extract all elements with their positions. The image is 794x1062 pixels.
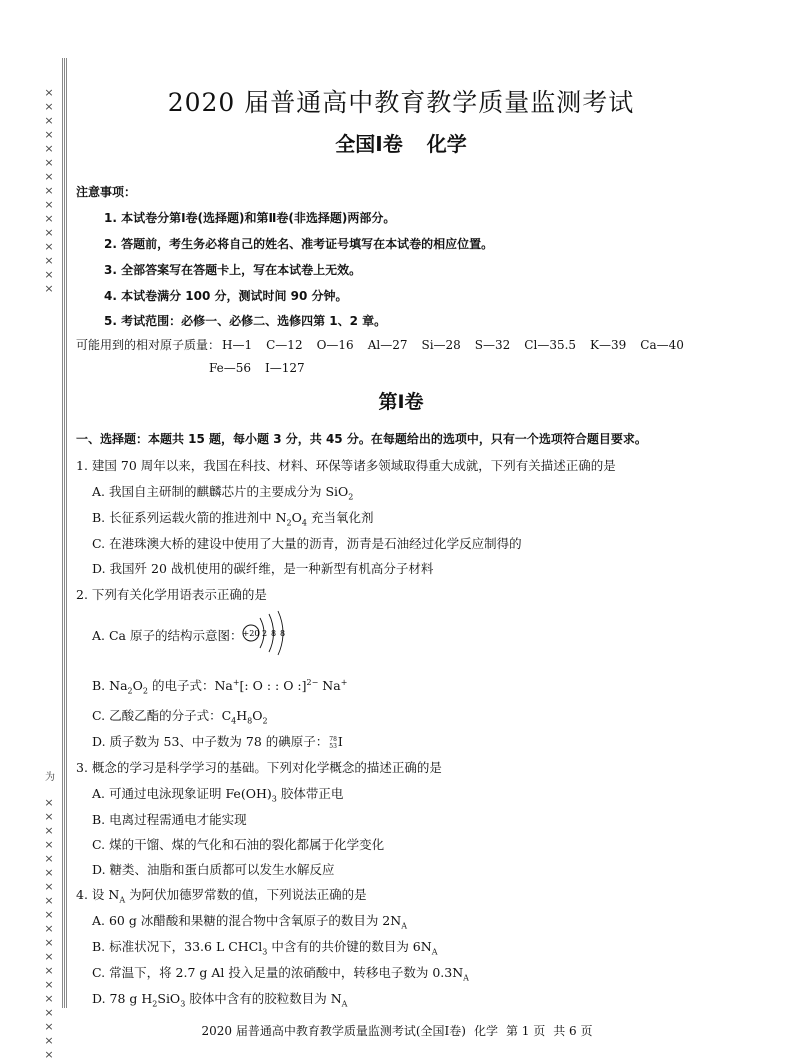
seal-mark: × — [44, 268, 54, 281]
notice-heading: 注意事项： — [76, 185, 137, 199]
seal-mark: × — [44, 142, 54, 155]
section-title: 第Ⅰ卷 — [378, 391, 424, 413]
footer-exam: 2020 届普通高中教育教学质量监测考试(全国Ⅰ卷) — [201, 1024, 466, 1038]
mass-item: Ca—40 — [640, 338, 684, 352]
notice-item: 5. 考试范围：必修一、必修二、选修四第 1、2 章。 — [104, 314, 387, 328]
seal-text: 为 — [45, 772, 55, 783]
seal-mark: × — [44, 114, 54, 127]
seal-mark: × — [44, 950, 54, 963]
seal-mark: × — [44, 184, 54, 197]
mass-item: O—16 — [316, 338, 354, 352]
seal-mark: × — [44, 100, 54, 113]
atomic-masses — [76, 336, 684, 353]
question-1-option-d: D. 我国歼 20 战机使用的碳纤维，是一种新型有机高分子材料 — [92, 561, 434, 576]
seal-mark: × — [44, 198, 54, 211]
seal-mark: × — [44, 978, 54, 991]
question-4-option-c: C. 常温下，将 2.7 g Al 投入足量的浓硝酸中，转移电子数为 $0.3N_A$ — [92, 965, 469, 983]
question-3-option-a: A. 可通过电泳现象证明 $Fe(OH)_3$ 胶体带正电 — [92, 786, 344, 804]
page-footer — [0, 1022, 794, 1039]
footer-total: 共 6 页 — [553, 1024, 593, 1038]
seal-marks-top — [42, 86, 56, 296]
notice-item: 1. 本试卷分第Ⅰ卷(选择题)和第Ⅱ卷(非选择题)两部分。 — [104, 211, 396, 225]
seal-mark: × — [44, 992, 54, 1005]
shell-electron-count: 2 — [262, 629, 268, 638]
seal-mark: × — [44, 240, 54, 253]
question-4-stem: 4. 设 $N_A$ 为阿伏加德罗常数的值，下列说法正确的是 — [76, 887, 367, 905]
seal-mark: × — [44, 824, 54, 837]
mass-item: H—1 — [222, 338, 253, 352]
exam-title: 2020 届普通高中教育教学质量监测考试 — [167, 88, 635, 117]
seal-mark: × — [44, 254, 54, 267]
question-2-option-d: D. 质子数为 53、中子数为 78 的碘原子： 78 53 I — [92, 734, 343, 750]
electron-formula: [: O : : O :] — [239, 678, 307, 693]
binding-margin — [36, 58, 70, 1061]
notice-item: 3. 全部答案写在答题卡上，写在本试卷上无效。 — [104, 263, 362, 277]
seal-mark: × — [44, 880, 54, 893]
seal-mark: × — [44, 1048, 54, 1061]
seal-mark: × — [44, 852, 54, 865]
question-2-stem: 2. 下列有关化学用语表示正确的是 — [76, 587, 267, 602]
seal-mark: × — [44, 170, 54, 183]
seal-mark: × — [44, 796, 54, 809]
footer-subject: 化学 — [473, 1024, 498, 1038]
mass-item: Si—28 — [421, 338, 461, 352]
seal-mark: × — [44, 86, 54, 99]
question-4-option-d: D. 78 g $H_2SiO_3$ 胶体中含有的胶粒数目为 $N_A$ — [92, 991, 348, 1009]
seal-mark: × — [44, 908, 54, 921]
seal-mark: × — [44, 810, 54, 823]
seal-mark: × — [44, 1006, 54, 1019]
seal-mark: × — [44, 922, 54, 935]
mass-item: I—127 — [265, 361, 305, 375]
notice-item: 4. 本试卷满分 100 分，测试时间 90 分钟。 — [104, 289, 348, 303]
mass-item: Al—27 — [367, 338, 408, 352]
subject-name: 化学 — [426, 132, 467, 156]
question-4-option-b: B. 标准状况下，33.6 L CHCl$_3$ 中含有的共价键的数目为 $6N_A$ — [92, 939, 438, 957]
question-1-option-a: A. 我国自主研制的麒麟芯片的主要成分为 SiO$_2$ — [92, 484, 354, 502]
shell-electron-count: 8 — [271, 629, 277, 638]
shell-electron-count: 8 — [280, 629, 286, 638]
mass-item: Cl—35.5 — [524, 338, 577, 352]
seal-mark: × — [44, 1020, 54, 1033]
question-3-option-c: C. 煤的干馏、煤的气化和石油的裂化都属于化学变化 — [92, 837, 385, 852]
seal-mark: × — [44, 282, 54, 295]
part-heading: 一、选择题：本题共 15 题，每小题 3 分，共 45 分。在每题给出的选项中，只有一个选项符合题目要求。 — [76, 432, 647, 446]
exam-subtitle — [76, 128, 726, 157]
paper-name: 全国Ⅰ卷 — [335, 132, 403, 156]
question-1-option-c: C. 在港珠澳大桥的建设中使用了大量的沥青，沥青是石油经过化学反应制得的 — [92, 536, 522, 551]
question-2-option-a: A. Ca 原子的结构示意图： +20 2 8 8 — [92, 612, 302, 658]
seal-mark: × — [44, 838, 54, 851]
footer-page: 第 1 页 — [505, 1024, 546, 1038]
mass-item: S—32 — [474, 338, 511, 352]
question-1-stem: 1. 建国 70 周年以来，我国在科技、材料、环保等诸多领域取得重大成就，下列有关描述正确的是 — [76, 458, 616, 473]
isotope-notation: 78 53 — [329, 735, 337, 750]
mass-item: K—39 — [590, 338, 627, 352]
seal-mark: × — [44, 212, 54, 225]
seal-mark: × — [44, 226, 54, 239]
atom-nucleus-label: +20 — [243, 629, 260, 638]
question-1-option-b: B. 长征系列运载火箭的推进剂中 $N_2O_4$ 充当氧化剂 — [92, 510, 374, 528]
atomic-masses-label: 可能用到的相对原子质量： — [76, 338, 221, 352]
question-3-option-b: B. 电离过程需通电才能实现 — [92, 812, 247, 827]
seal-mark: × — [44, 964, 54, 977]
mass-item: Fe—56 — [209, 361, 252, 375]
question-2-option-c: C. 乙酸乙酯的分子式：$C_4H_8O_2$ — [92, 708, 268, 726]
mass-item: C—12 — [266, 338, 303, 352]
seal-mark: × — [44, 936, 54, 949]
question-3-stem: 3. 概念的学习是科学学习的基础。下列对化学概念的描述正确的是 — [76, 760, 442, 775]
question-2-option-b: B. $Na_2O_2$ 的电子式：Na+[: O : : O :]$^{2-}$ Na+ — [92, 677, 348, 696]
seal-mark: × — [44, 128, 54, 141]
atomic-masses-line2 — [209, 361, 305, 375]
seal-mark: × — [44, 866, 54, 879]
seal-mark: × — [44, 894, 54, 907]
seal-mark: × — [44, 1034, 54, 1047]
binding-line — [62, 58, 68, 1008]
atomic-structure-diagram — [242, 610, 302, 656]
question-3-option-d: D. 糖类、油脂和蛋白质都可以发生水解反应 — [92, 862, 335, 877]
question-4-option-a: A. 60 g 冰醋酸和果糖的混合物中含氧原子的数目为 $2N_A$ — [92, 913, 407, 931]
seal-mark: × — [44, 156, 54, 169]
notice-item: 2. 答题前，考生务必将自己的姓名、准考证号填写在本试卷的相应位置。 — [104, 237, 494, 251]
